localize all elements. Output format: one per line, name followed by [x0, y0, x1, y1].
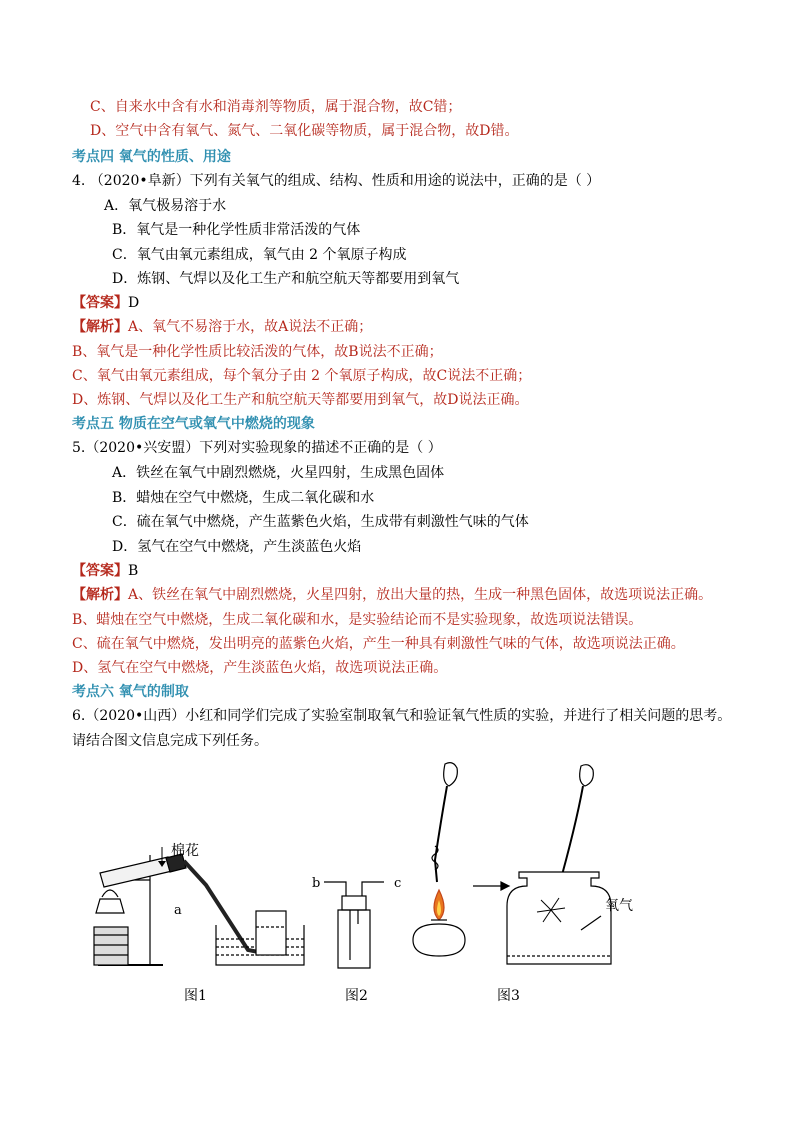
question4-answer [72, 293, 139, 313]
figure3-iron-wire-combustion [405, 760, 635, 975]
question5-option-a: A．铁丝在氧气中剧烈燃烧，火星四射，生成黑色固体 [112, 465, 445, 481]
question4-stem: 4. （2020•阜新）下列有关氧气的组成、结构、性质和用途的说法中，正确的是（ ） [72, 173, 601, 189]
analysis-tag: 【解析】 [72, 319, 128, 335]
section4-heading: 考点四 氧气的性质、用途 [72, 149, 231, 165]
answer-tag: 【答案】 [72, 295, 128, 311]
section6-heading: 考点六 氧气的制取 [72, 684, 189, 700]
question4-analysis-d: D、炼钢、气焊以及化工生产和航空航天等都要用到氧气，故D说法正确。 [72, 392, 529, 408]
analysis-tag: 【解析】 [72, 587, 128, 603]
question4-analysis [72, 317, 372, 337]
answer-value: D [128, 295, 140, 311]
question5-analysis [72, 585, 712, 605]
question5-analysis-c: C、硫在氧气中燃烧，发出明亮的蓝紫色火焰，产生一种具有刺激性气味的气体，故选项说法正确。 [72, 636, 685, 652]
question4-option-d: D．炼钢、气焊以及化工生产和航空航天等都要用到氧气 [112, 271, 460, 287]
question4-option-a: A．氧气极易溶于水 [104, 198, 227, 214]
label-oxygen: 氧气 [605, 898, 633, 914]
question5-analysis-b: B、蜡烛在空气中燃烧，生成二氧化碳和水，是实验结论而不是实验现象，故选项说法错误。 [72, 612, 643, 628]
answer-tag: 【答案】 [72, 563, 128, 579]
figure3-caption: 图3 [497, 988, 520, 1004]
question4-analysis-c: C、氧气由氧元素组成，每个氧分子由 2 个氧原子构成，故C说法不正确； [72, 368, 532, 384]
question5-option-d: D．氢气在空气中燃烧，产生淡蓝色火焰 [112, 539, 362, 555]
label-b: b [312, 876, 321, 891]
question5-stem: 5.（2020•兴安盟）下列对实验现象的描述不正确的是（ ） [72, 440, 442, 456]
figure1-heating-apparatus [88, 835, 314, 975]
question4-option-b: B．氧气是一种化学性质非常活泼的气体 [112, 222, 361, 238]
prev-answer-line-c: C、自来水中含有水和消毒剂等物质，属于混合物，故C错； [90, 99, 462, 115]
question6-stem-line1: 6.（2020•山西）小红和同学们完成了实验室制取氧气和验证氧气性质的实验，并进行了相关问题的思考。 [72, 708, 732, 724]
figure2-gas-bottle [322, 872, 386, 972]
analysis-line: A、铁丝在氧气中剧烈燃烧，火星四射，放出大量的热，生成一种黑色固体，故选项说法正确。 [128, 587, 713, 603]
figure1-caption: 图1 [184, 988, 207, 1004]
question5-analysis-d: D、氢气在空气中燃烧，产生淡蓝色火焰，故选项说法正确。 [72, 660, 448, 676]
label-c: c [394, 876, 402, 891]
analysis-line: A、氧气不易溶于水，故A说法不正确； [128, 319, 373, 335]
figure2-caption: 图2 [345, 988, 368, 1004]
question6-stem-line2: 请结合图文信息完成下列任务。 [72, 733, 268, 749]
prev-answer-line-d: D、空气中含有氧气、氮气、二氧化碳等物质，属于混合物，故D错。 [90, 123, 519, 139]
label-cotton: 棉花 [171, 843, 199, 859]
question5-option-c: C．硫在氧气中燃烧，产生蓝紫色火焰，生成带有刺激性气味的气体 [112, 514, 529, 530]
answer-value: B [128, 563, 139, 579]
question5-answer [72, 561, 138, 581]
section5-heading: 考点五 物质在空气或氧气中燃烧的现象 [72, 416, 315, 432]
question4-option-c: C．氧气由氧元素组成，氧气由 2 个氧原子构成 [112, 247, 407, 263]
label-a: a [174, 903, 182, 918]
question4-analysis-b: B、氧气是一种化学性质比较活泼的气体，故B说法不正确； [72, 344, 443, 360]
question5-option-b: B．蜡烛在空气中燃烧，生成二氧化碳和水 [112, 490, 375, 506]
